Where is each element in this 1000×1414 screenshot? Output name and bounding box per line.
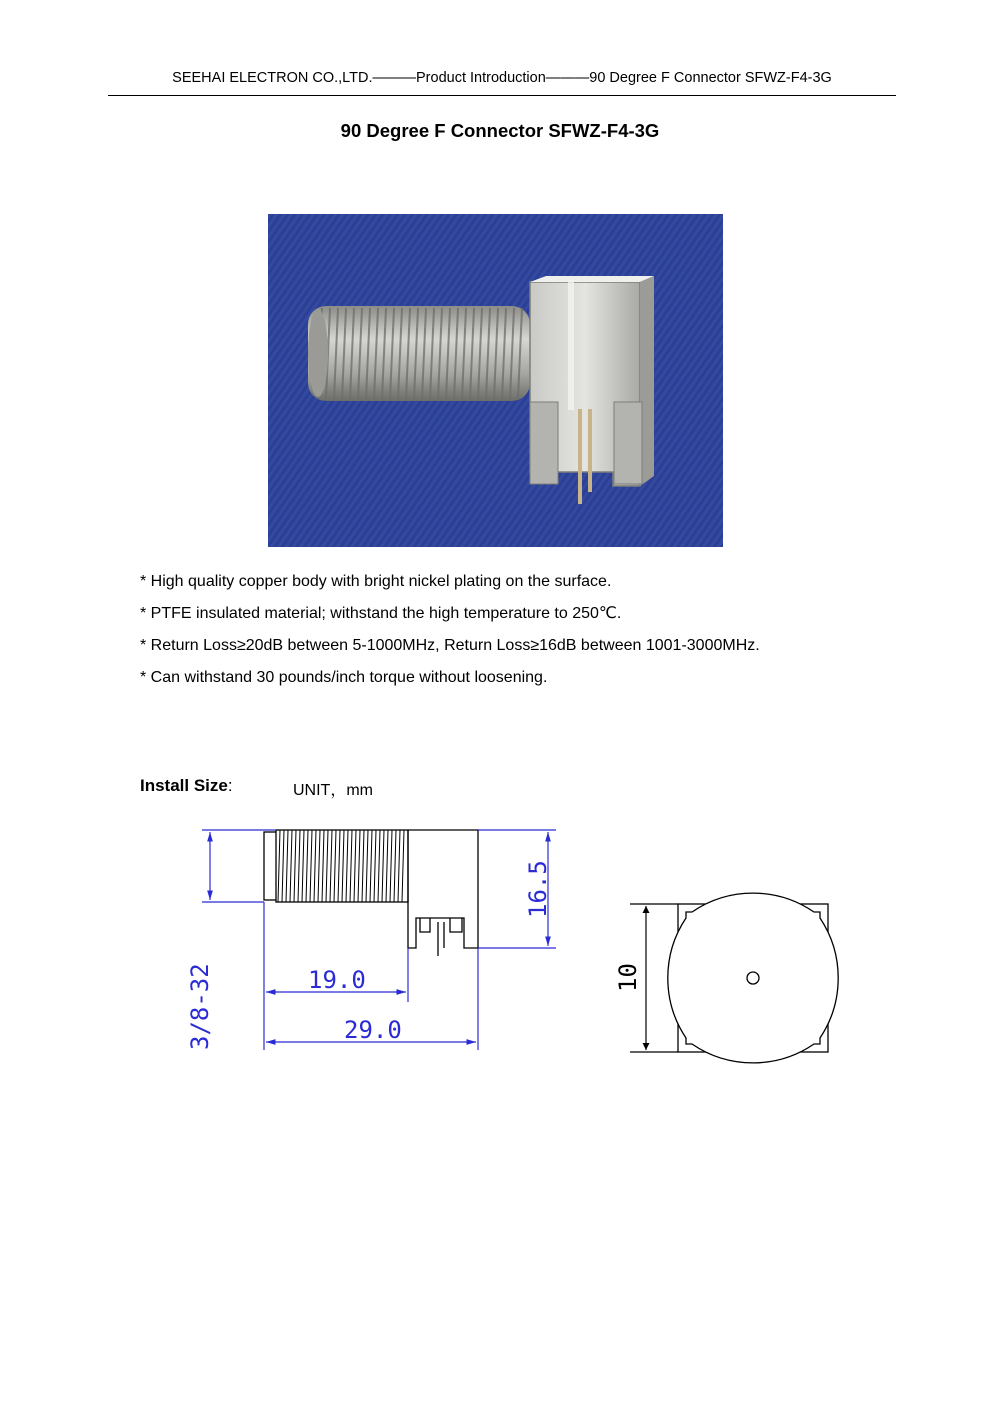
page-header: [108, 70, 896, 86]
feature-list: [140, 572, 760, 700]
dim-length-front-label: 19.0: [308, 966, 366, 994]
feature-item: * High quality copper body with bright nickel plating on the surface.: [140, 573, 612, 590]
install-size-separator: :: [227, 776, 233, 795]
install-size-label: Install Size: [140, 776, 228, 795]
dim-length-total-label: 29.0: [344, 1016, 402, 1044]
header-rule: [108, 95, 896, 96]
connector-thread: [308, 306, 530, 401]
header-text: SEEHAI ELECTRON CO.,LTD.———Product Introduction———90 Degree F Connector SFWZ-F4-3G: [172, 70, 832, 86]
feature-item: * Can withstand 30 pounds/inch torque without loosening.: [140, 669, 548, 686]
install-size-heading: [140, 776, 373, 799]
product-photo: [268, 214, 723, 547]
end-view: [668, 893, 838, 1063]
unit-label: UNIT，mm: [293, 782, 373, 799]
feature-item: * Return Loss≥20dB between 5-1000MHz, Return Loss≥16dB between 1001-3000MHz.: [140, 637, 760, 654]
dim-height-label: 16.5: [524, 860, 552, 918]
side-view: [264, 830, 478, 956]
dim-thread-label: 3/8-32: [186, 963, 214, 1050]
dimension-drawing: [180, 818, 860, 1068]
dim-width-label: 10: [614, 963, 642, 992]
page-title: 90 Degree F Connector SFWZ-F4-3G: [340, 120, 660, 141]
feature-item: * PTFE insulated material; withstand the high temperature to 250℃.: [140, 605, 622, 622]
